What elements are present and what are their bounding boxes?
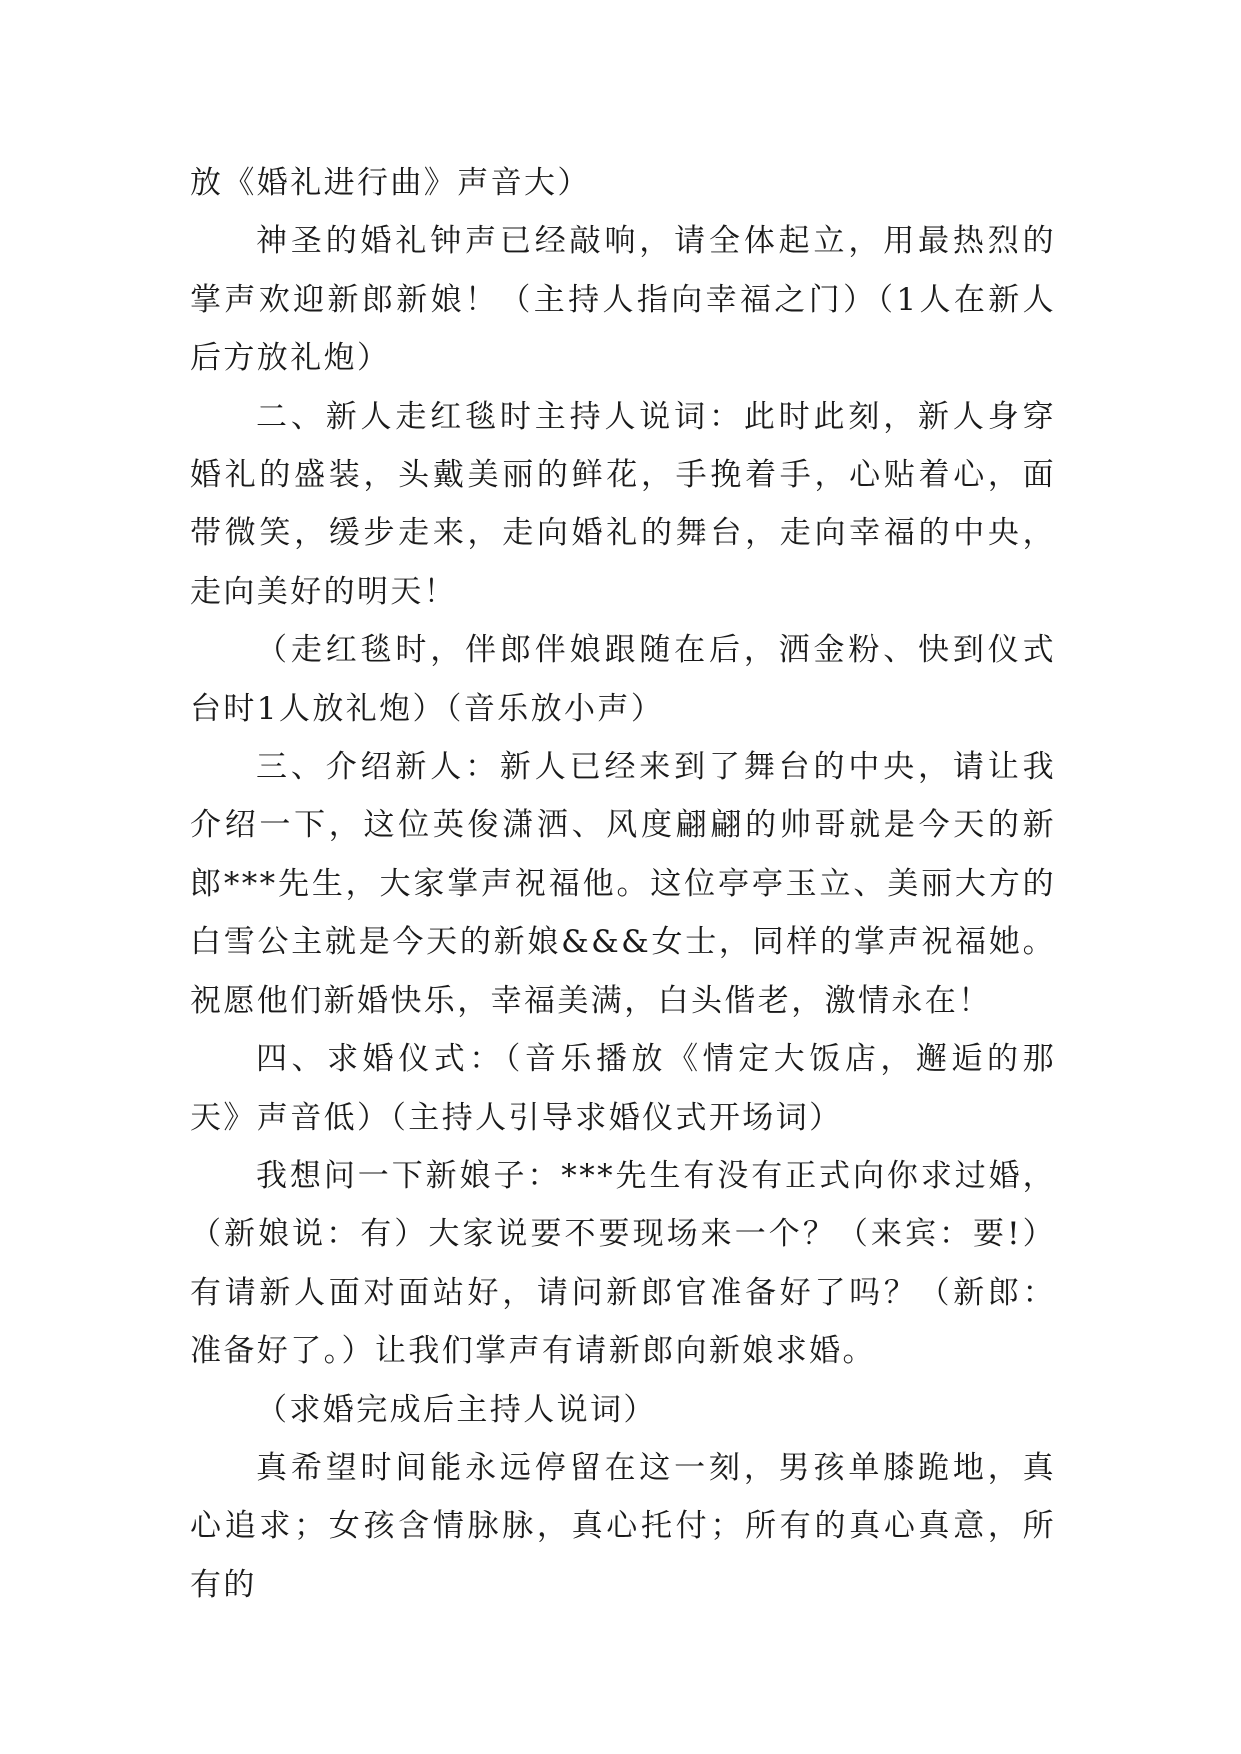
document-body <box>190 154 1056 1614</box>
paragraph: （走红毯时，伴郎伴娘跟随在后，洒金粉、快到仪式台时1人放礼炮）（音乐放小声） <box>190 632 1056 727</box>
paragraph: 二、新人走红毯时主持人说词：此时此刻，新人身穿婚礼的盛装，头戴美丽的鲜花，手挽着手，心贴着心，面带微笑，缓步走来，走向婚礼的舞台，走向幸福的中央，走向美好的明天！ <box>190 398 1056 610</box>
paragraph: 三、介绍新人：新人已经来到了舞台的中央，请让我介绍一下，这位英俊潇洒、风度翩翩的帅哥就是今天的新郎***先生，大家掌声祝福他。这位亭亭玉立、美丽大方的白雪公主就是今天的新娘&&&女士，同样的掌声祝福她。祝愿他们新婚快乐，幸福美满，白头偕老，激情永在！ <box>190 749 1056 1019</box>
paragraph: 我想问一下新娘子：***先生有没有正式向你求过婚，（新娘说：有）大家说要不要现场来一个？（来宾：要!）有请新人面对面站好，请问新郎官准备好了吗？（新郎：准备好了。）让我们掌声有请新郎向新娘求婚。 <box>190 1157 1056 1370</box>
paragraph: （求婚完成后主持人说词） <box>256 1391 657 1428</box>
paragraph: 真希望时间能永远停留在这一刻，男孩单膝跪地，真心追求；女孩含情脉脉，真心托付；所有的真心真意，所有的 <box>190 1449 1056 1603</box>
paragraph: 放《婚礼进行曲》声音大） <box>190 165 591 201</box>
paragraph: 四、求婚仪式：（音乐播放《情定大饭店，邂逅的那天》声音低）（主持人引导求婚仪式开场词） <box>190 1041 1056 1136</box>
paragraph: 神圣的婚礼钟声已经敲响，请全体起立，用最热烈的掌声欢迎新郎新娘！（主持人指向幸福之门）（1人在新人后方放礼炮） <box>190 223 1056 377</box>
